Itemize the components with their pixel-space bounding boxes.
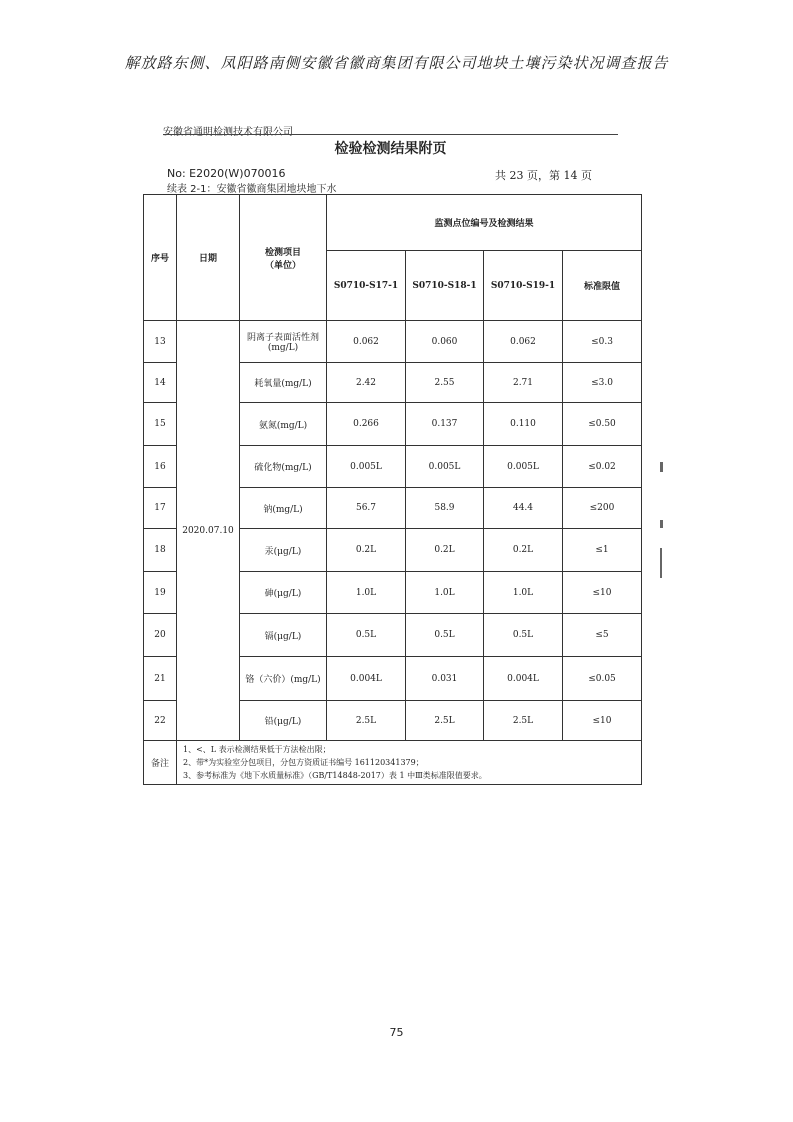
row-item: 汞(μg/L) [240, 529, 327, 572]
scan-edge-mark [660, 462, 663, 472]
row-item: 硫化物(mg/L) [240, 446, 327, 488]
page-count: 共 23 页，第 14 页 [495, 169, 592, 182]
row-value: 0.2L [327, 529, 406, 572]
header-no: 序号 [144, 195, 177, 321]
row-item: 钠(mg/L) [240, 488, 327, 529]
table-row [144, 321, 642, 363]
note-item: 3、参考标准为《地下水质量标准》（GB/T14848-2017）表 1 中Ⅲ类标准限值要求。 [183, 771, 487, 780]
row-value: 0.005L [327, 446, 406, 488]
row-item: 阴离子表面活性剂(mg/L) [240, 321, 327, 363]
row-limit: ≤10 [563, 701, 642, 741]
table-caption: 续表 2-1：安徽省徽商集团地块地下水 [167, 184, 337, 195]
row-value: 0.005L [406, 446, 484, 488]
row-limit: ≤0.3 [563, 321, 642, 363]
report-title: 解放路东侧、凤阳路南侧安徽省徽商集团有限公司地块土壤污染状况调查报告 [124, 54, 669, 72]
row-value: 0.2L [406, 529, 484, 572]
row-item: 镉(μg/L) [240, 614, 327, 657]
row-item: 氨氮(mg/L) [240, 403, 327, 446]
row-no: 14 [144, 363, 177, 403]
note-item: 1、<、L 表示检测结果低于方法检出限； [183, 745, 331, 754]
row-value: 2.5L [484, 701, 563, 741]
row-value: 0.5L [484, 614, 563, 657]
report-number: No: E2020(W)070016 [167, 167, 286, 180]
row-value: 44.4 [484, 488, 563, 529]
row-value: 0.266 [327, 403, 406, 446]
company-name: 安徽省通明检测技术有限公司 [163, 127, 293, 138]
row-value: 0.031 [406, 657, 484, 701]
row-no: 21 [144, 657, 177, 701]
row-limit: ≤1 [563, 529, 642, 572]
row-limit: ≤5 [563, 614, 642, 657]
row-value: 1.0L [484, 572, 563, 614]
row-value: 2.55 [406, 363, 484, 403]
row-no: 17 [144, 488, 177, 529]
row-limit: ≤3.0 [563, 363, 642, 403]
row-value: 0.137 [406, 403, 484, 446]
row-value: 0.2L [484, 529, 563, 572]
row-limit: ≤200 [563, 488, 642, 529]
row-item: 铅(μg/L) [240, 701, 327, 741]
row-item: 砷(μg/L) [240, 572, 327, 614]
row-value: 0.004L [327, 657, 406, 701]
document-title: 检验检测结果附页 [334, 141, 447, 157]
header-item: 检测项目 （单位） [240, 195, 327, 321]
header-point-1: S0710-S17-1 [327, 251, 406, 321]
header-date: 日期 [177, 195, 240, 321]
row-limit: ≤0.05 [563, 657, 642, 701]
sampling-date: 2020.07.10 [177, 321, 240, 741]
row-no: 18 [144, 529, 177, 572]
header-point-2: S0710-S18-1 [406, 251, 484, 321]
row-value: 0.062 [484, 321, 563, 363]
row-value: 56.7 [327, 488, 406, 529]
notes-label: 备注 [144, 741, 177, 785]
row-no: 19 [144, 572, 177, 614]
row-value: 0.004L [484, 657, 563, 701]
header-point-3: S0710-S19-1 [484, 251, 563, 321]
row-limit: ≤0.02 [563, 446, 642, 488]
row-value: 1.0L [327, 572, 406, 614]
note-item: 2、带*为实验室分包项目，分包方资质证书编号 161120341379； [183, 758, 424, 767]
row-value: 2.42 [327, 363, 406, 403]
row-value: 0.110 [484, 403, 563, 446]
row-value: 2.5L [406, 701, 484, 741]
page-number: 75 [389, 1026, 404, 1039]
row-no: 20 [144, 614, 177, 657]
row-value: 2.5L [327, 701, 406, 741]
row-value: 0.062 [327, 321, 406, 363]
notes-content [177, 741, 642, 785]
row-value: 0.5L [327, 614, 406, 657]
row-value: 0.5L [406, 614, 484, 657]
row-value: 1.0L [406, 572, 484, 614]
row-value: 2.71 [484, 363, 563, 403]
row-no: 15 [144, 403, 177, 446]
row-limit: ≤0.50 [563, 403, 642, 446]
row-value: 0.060 [406, 321, 484, 363]
row-no: 22 [144, 701, 177, 741]
row-no: 13 [144, 321, 177, 363]
row-item: 铬（六价）(mg/L) [240, 657, 327, 701]
results-table [143, 194, 642, 785]
header-limit: 标准限值 [563, 251, 642, 321]
row-no: 16 [144, 446, 177, 488]
row-value: 58.9 [406, 488, 484, 529]
row-value: 0.005L [484, 446, 563, 488]
header-group: 监测点位编号及检测结果 [327, 195, 642, 251]
row-item: 耗氧量(mg/L) [240, 363, 327, 403]
notes-row [144, 741, 642, 785]
scan-edge-mark [660, 520, 663, 528]
row-limit: ≤10 [563, 572, 642, 614]
scan-edge-mark [660, 548, 662, 578]
company-underline [163, 134, 618, 135]
